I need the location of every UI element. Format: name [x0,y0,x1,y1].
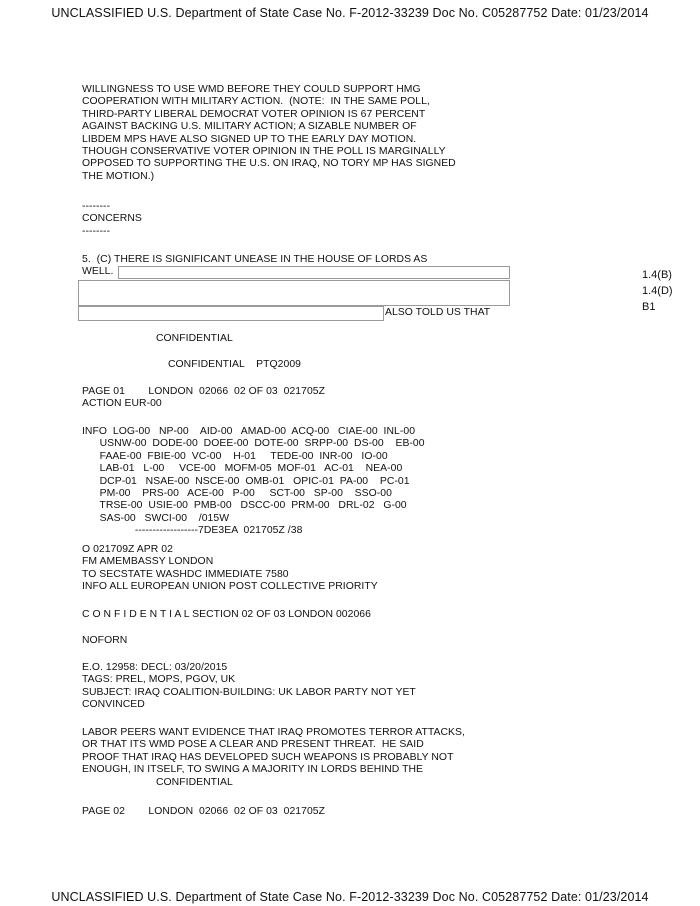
tags-subject-block: E.O. 12958: DECL: 03/20/2015 TAGS: PREL, MOPS, PGOV, UK SUBJECT: IRAQ COALITION-BUILDING: UK LABOR PARTY NOT YET CONVINCED [82,662,416,711]
concerns-heading: -------- CONCERNS -------- [82,201,142,237]
confidential-ptq: CONFIDENTIAL PTQ2009 [168,359,301,370]
exemption-code-2: 1.4(D) [642,285,673,297]
exemption-code-1: 1.4(B) [642,269,672,281]
paragraph-labor-peers: LABOR PEERS WANT EVIDENCE THAT IRAQ PROMOTES TERROR ATTACKS, OR THAT ITS WMD POSE A CLEAR AND PRESENT THREAT. HE SAID PROOF THAT IRAQ HAS DEVELOPED SUCH WEAPONS IS PROBABLY NOT ENOUGH, IN ITSELF, TO SWING A MAJORITY IN LORDS BEHIND THE [82,727,465,776]
info-distribution: INFO LOG-00 NP-00 AID-00 AMAD-00 ACQ-00 CIAE-00 INL-00 USNW-00 DODE-00 DOEE-00 DOTE-00 SRPP-00 DS-00 EB-00 FAAE-00 FBIE-00 VC-00 H-01 TEDE-00 INR-00 IO-00 LAB-01 L-00 VCE-00 MOFM-05 MOF-01 AC-01 NEA-00 DCP-01 NSAE-00 NSCE-00 OMB-01 OPIC-01 PA-00 PC-01 PM-00 PRS-00 ACE-00 P-00 SCT-00 SP-00 SSO-00 TRSE-00 USIE-00 PMB-00 DSCC-00 PRM-00 DRL-02 G-00 SAS-00 SWCI-00 /015W ------------------7DE3EA 021705Z /38 [82,426,425,537]
header-bottom: UNCLASSIFIED U.S. Department of State Case No. F-2012-33239 Doc No. C05287752 Date: 01/23/2014 [51,890,649,904]
paragraph-wmd-poll: WILLINGNESS TO USE WMD BEFORE THEY COULD SUPPORT HMG COOPERATION WITH MILITARY ACTION. (NOTE: IN THE SAME POLL, THIRD-PARTY LIBERAL DEMOCRAT VOTER OPINION IS 67 PERCENT AGAINST BACKING U.S. MILITARY ACTION; A SIZABLE NUMBER OF LIBDEM MPS HAVE ALSO SIGNED UP TO THE EARLY DAY MOTION. THOUGH CONSERVATIVE VOTER OPINION IN THE POLL IS MARGINALLY OPPOSED TO SUPPORTING THE U.S. ON IRAQ, NO TORY MP HAS SIGNED THE MOTION.) [82,84,456,182]
confidential-footer-1: CONFIDENTIAL [156,333,233,344]
paragraph-5-well: WELL. [82,266,114,277]
routing-block: O 021709Z APR 02 FM AMEMBASSY LONDON TO SECSTATE WASHDC IMMEDIATE 7580 INFO ALL EUROPEAN UNION POST COLLECTIVE PRIORITY [82,544,378,593]
also-told-text: ALSO TOLD US THAT [385,307,491,318]
redaction-box-1 [118,266,510,279]
header-top: UNCLASSIFIED U.S. Department of State Case No. F-2012-33239 Doc No. C05287752 Date: 01/23/2014 [51,6,649,20]
section-line: C O N F I D E N T I A L SECTION 02 OF 03 LONDON 002066 [82,609,371,620]
redaction-box-2 [78,280,510,306]
paragraph-5-line1: 5. (C) THERE IS SIGNIFICANT UNEASE IN THE HOUSE OF LORDS AS [82,254,428,265]
exemption-code-3: B1 [642,301,656,313]
page-02-header: PAGE 02 LONDON 02066 02 OF 03 021705Z [82,806,325,817]
noforn-line: NOFORN [82,635,128,646]
confidential-footer-2: CONFIDENTIAL [156,777,233,788]
page-01-header: PAGE 01 LONDON 02066 02 OF 03 021705Z ACTION EUR-00 [82,386,325,410]
redaction-box-3 [78,306,384,321]
